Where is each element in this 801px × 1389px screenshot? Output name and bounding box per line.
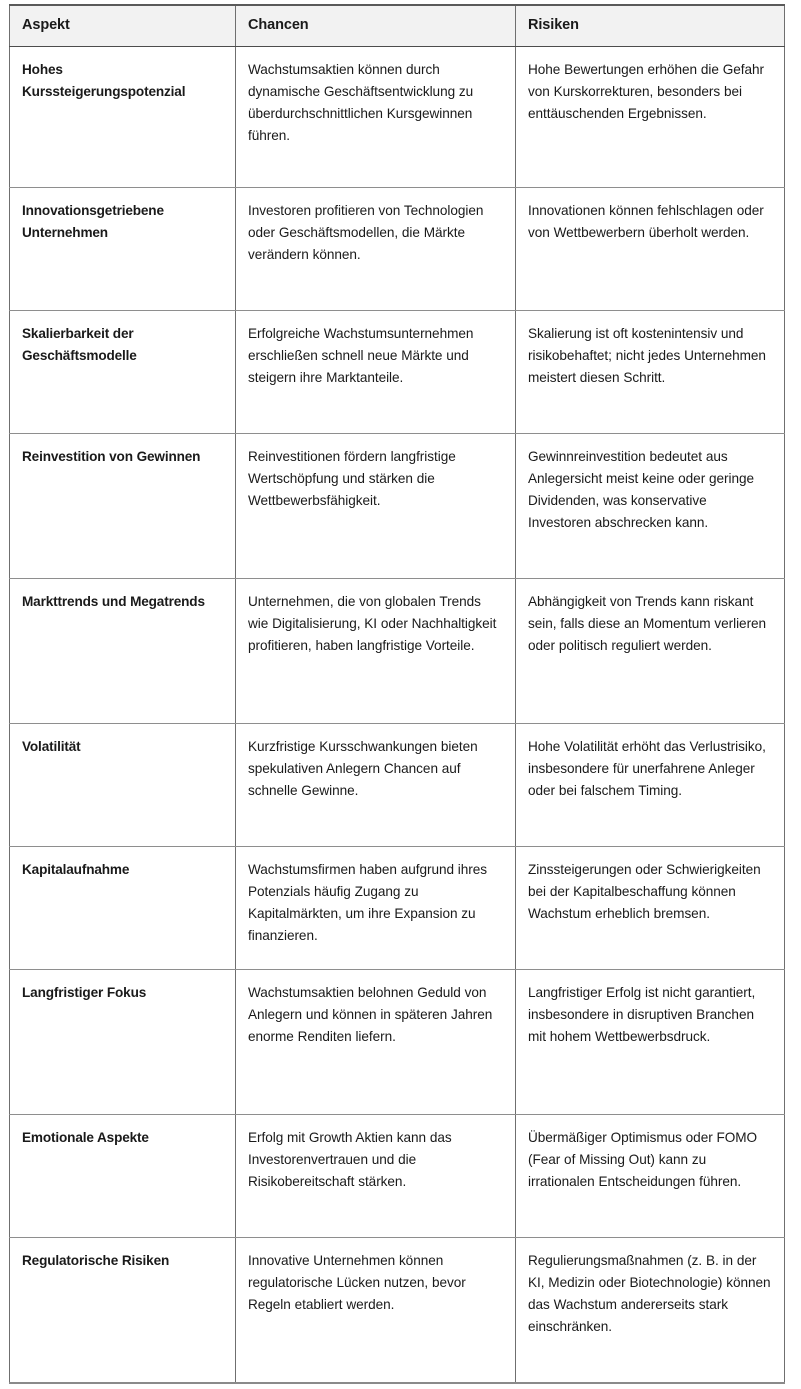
cell-aspekt: Emotionale Aspekte: [10, 1115, 236, 1238]
cell-aspekt: Regulatorische Risiken: [10, 1238, 236, 1384]
cell-risiken: Langfristiger Erfolg ist nicht garantiert, insbesondere in disruptiven Branchen mit hohem Wettbewerbsdruck.: [516, 970, 785, 1115]
table-body: [10, 47, 785, 1384]
cell-chancen: Erfolgreiche Wachstumsunternehmen erschließen schnell neue Märkte und steigern ihre Marktanteile.: [236, 311, 516, 434]
cell-chancen: Wachstumsaktien belohnen Geduld von Anlegern und können in späteren Jahren enorme Renditen liefern.: [236, 970, 516, 1115]
cell-aspekt: Markttrends und Megatrends: [10, 579, 236, 724]
cell-risiken: Regulierungsmaßnahmen (z. B. in der KI, Medizin oder Biotechnologie) können das Wachstum andererseits stark einschränken.: [528, 1253, 771, 1335]
table-row: [10, 188, 785, 311]
cell-aspekt: Kapitalaufnahme: [10, 847, 236, 970]
table-row: [10, 311, 785, 434]
cell-risiken: Hohe Bewertungen erhöhen die Gefahr von Kurskorrekturen, besonders bei enttäuschenden Ergebnissen.: [516, 47, 785, 188]
cell-risiken: Hohe Volatilität erhöht das Verlustrisiko, insbesondere für unerfahrene Anleger oder bei falschem Timing.: [516, 724, 785, 847]
column-header-chancen: Chancen: [236, 5, 516, 47]
table-row: [10, 579, 785, 724]
table-header-row: [10, 5, 785, 47]
cell-chancen: Wachstumsaktien können durch dynamische Geschäftsentwicklung zu überdurchschnittlichen Kursgewinnen führen.: [236, 47, 516, 188]
cell-chancen: Unternehmen, die von globalen Trends wie Digitalisierung, KI oder Nachhaltigkeit profitieren, haben langfristige Vorteile.: [236, 579, 516, 724]
aspect-opportunity-risk-table: [9, 4, 785, 1384]
cell-chancen: Reinvestitionen fördern langfristige Wertschöpfung und stärken die Wettbewerbsfähigkeit.: [236, 434, 516, 579]
table-row: [10, 47, 785, 188]
cell-chancen: Kurzfristige Kursschwankungen bieten spekulativen Anlegern Chancen auf schnelle Gewinne.: [236, 724, 516, 847]
cell-risiken: Innovationen können fehlschlagen oder von Wettbewerbern überholt werden.: [516, 188, 785, 311]
cell-aspekt: Reinvestition von Gewinnen: [10, 434, 236, 579]
cell-risiken: Zinssteigerungen oder Schwierigkeiten bei der Kapitalbeschaffung können Wachstum erheblich bremsen.: [516, 847, 785, 970]
cell-risiken: Gewinnreinvestition bedeutet aus Anlegersicht meist keine oder geringe Dividenden, was konservative Investoren abschrecken kann.: [516, 434, 785, 579]
column-header-risiken: Risiken: [516, 5, 785, 47]
table-row: [10, 434, 785, 579]
table-row: [10, 724, 785, 847]
cell-chancen: Innovative Unternehmen können regulatorische Lücken nutzen, bevor Regeln etabliert werden.: [236, 1238, 516, 1384]
table-row: [10, 1238, 785, 1384]
cell-chancen: Wachstumsfirmen haben aufgrund ihres Potenzials häufig Zugang zu Kapitalmärkten, um ihre Expansion zu finanzieren.: [236, 847, 516, 970]
table-row: [10, 1115, 785, 1238]
cell-aspekt: Hohes Kurssteigerungspotenzial: [10, 47, 236, 188]
cell-risiken: Skalierung ist oft kostenintensiv und risikobehaftet; nicht jedes Unternehmen meistert diesen Schritt.: [516, 311, 785, 434]
column-header-aspekt: Aspekt: [10, 5, 236, 47]
table-header: [10, 5, 785, 47]
cell-chancen: Investoren profitieren von Technologien oder Geschäftsmodellen, die Märkte verändern können.: [236, 188, 516, 311]
cell-aspekt: Volatilität: [10, 724, 236, 847]
cell-risiken: Abhängigkeit von Trends kann riskant sein, falls diese an Momentum verlieren oder politisch reguliert werden.: [516, 579, 785, 724]
table-row: [10, 970, 785, 1115]
cell-chancen: Erfolg mit Growth Aktien kann das Investorenvertrauen und die Risikobereitschaft stärken.: [236, 1115, 516, 1238]
cell-aspekt: Innovationsgetriebene Unternehmen: [10, 188, 236, 311]
cell-aspekt: Langfristiger Fokus: [10, 970, 236, 1115]
cell-risiken: Übermäßiger Optimismus oder FOMO (Fear of Missing Out) kann zu irrationalen Entscheidungen führen.: [516, 1115, 785, 1238]
table-row: [10, 847, 785, 970]
cell-aspekt: Skalierbarkeit der Geschäftsmodelle: [10, 311, 236, 434]
